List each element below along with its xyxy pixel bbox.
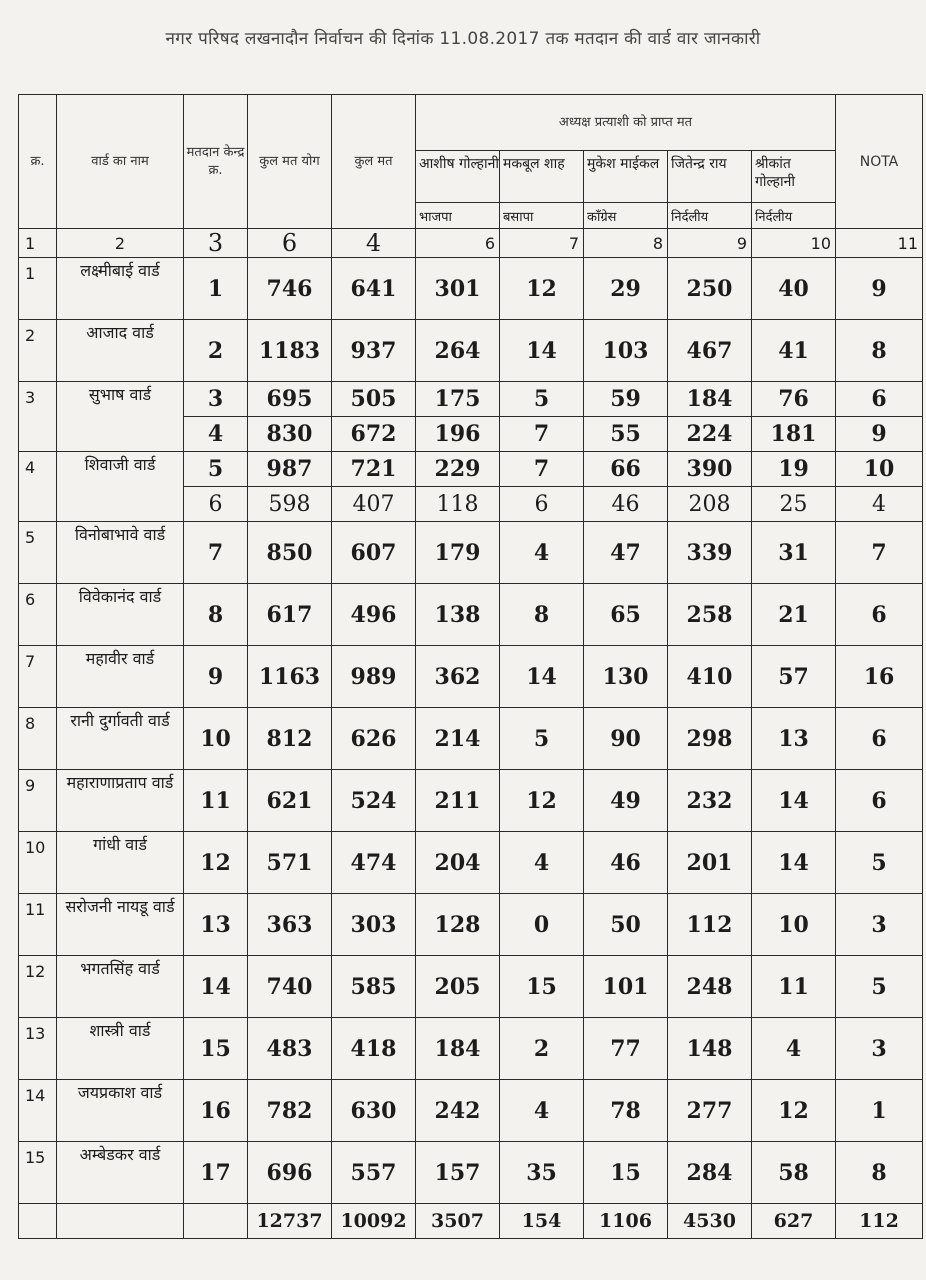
vote-cell: 571 xyxy=(248,832,332,894)
table-row xyxy=(19,1018,923,1080)
vote-cell: 630 xyxy=(332,1080,416,1142)
index-cell: 10 xyxy=(752,229,836,258)
vote-cell: 695 xyxy=(248,382,332,417)
booth-number: 2 xyxy=(184,320,248,382)
ward-name: महावीर वार्ड xyxy=(57,646,184,708)
vote-cell: 7 xyxy=(836,522,923,584)
vote-cell: 418 xyxy=(332,1018,416,1080)
index-cell: 11 xyxy=(836,229,923,258)
index-cell: 8 xyxy=(584,229,668,258)
vote-cell: 339 xyxy=(668,522,752,584)
ward-serial: 2 xyxy=(19,320,57,382)
vote-cell: 585 xyxy=(332,956,416,1018)
vote-cell: 1 xyxy=(836,1080,923,1142)
vote-cell: 4 xyxy=(500,522,584,584)
vote-cell: 201 xyxy=(668,832,752,894)
vote-cell: 13 xyxy=(752,708,836,770)
ward-serial: 1 xyxy=(19,258,57,320)
ward-name: सुभाष वार्ड xyxy=(57,382,184,452)
ward-serial: 3 xyxy=(19,382,57,452)
vote-cell: 264 xyxy=(416,320,500,382)
vote-cell: 15 xyxy=(584,1142,668,1204)
ward-name: महाराणाप्रताप वार्ड xyxy=(57,770,184,832)
vote-cell: 6 xyxy=(836,770,923,832)
vote-cell: 14 xyxy=(500,646,584,708)
vote-cell: 12 xyxy=(500,258,584,320)
vote-cell: 138 xyxy=(416,584,500,646)
vote-cell: 47 xyxy=(584,522,668,584)
vote-cell: 181 xyxy=(752,417,836,452)
vote-cell: 483 xyxy=(248,1018,332,1080)
vote-cell: 524 xyxy=(332,770,416,832)
ward-serial: 10 xyxy=(19,832,57,894)
vote-cell: 130 xyxy=(584,646,668,708)
vote-cell: 740 xyxy=(248,956,332,1018)
vote-cell: 76 xyxy=(752,382,836,417)
vote-cell: 175 xyxy=(416,382,500,417)
index-cell: 1 xyxy=(19,229,57,258)
vote-cell: 7 xyxy=(500,417,584,452)
vote-cell: 2 xyxy=(500,1018,584,1080)
ward-name: शास्त्री वार्ड xyxy=(57,1018,184,1080)
ward-serial: 9 xyxy=(19,770,57,832)
vote-cell: 90 xyxy=(584,708,668,770)
vote-cell: 14 xyxy=(752,832,836,894)
vote-cell: 410 xyxy=(668,646,752,708)
candidate-party: भाजपा xyxy=(416,203,500,229)
table-row xyxy=(19,1142,923,1204)
vote-cell: 6 xyxy=(836,584,923,646)
vote-cell: 40 xyxy=(752,258,836,320)
vote-cell: 12 xyxy=(500,770,584,832)
booth-number: 5 xyxy=(184,452,248,487)
vote-cell: 196 xyxy=(416,417,500,452)
vote-cell: 362 xyxy=(416,646,500,708)
table-row xyxy=(19,382,923,417)
vote-cell: 4 xyxy=(500,1080,584,1142)
vote-cell: 41 xyxy=(752,320,836,382)
vote-cell: 224 xyxy=(668,417,752,452)
vote-cell: 157 xyxy=(416,1142,500,1204)
vote-cell: 557 xyxy=(332,1142,416,1204)
vote-cell: 78 xyxy=(584,1080,668,1142)
index-cell: 7 xyxy=(500,229,584,258)
vote-cell: 5 xyxy=(836,956,923,1018)
vote-cell: 621 xyxy=(248,770,332,832)
vote-cell: 66 xyxy=(584,452,668,487)
vote-cell: 16 xyxy=(836,646,923,708)
vote-cell: 12 xyxy=(752,1080,836,1142)
booth-number: 13 xyxy=(184,894,248,956)
table-row xyxy=(19,894,923,956)
ward-name: आजाद वार्ड xyxy=(57,320,184,382)
vote-cell: 211 xyxy=(416,770,500,832)
booth-number: 16 xyxy=(184,1080,248,1142)
vote-cell: 35 xyxy=(500,1142,584,1204)
vote-cell: 987 xyxy=(248,452,332,487)
ward-serial: 8 xyxy=(19,708,57,770)
candidate-name: मुकेश माईकल xyxy=(584,151,668,203)
table-row xyxy=(19,258,923,320)
booth-number: 11 xyxy=(184,770,248,832)
totals-blank xyxy=(19,1204,57,1239)
table-row xyxy=(19,646,923,708)
ward-name: सरोजनी नायडू वार्ड xyxy=(57,894,184,956)
booth-number: 9 xyxy=(184,646,248,708)
total-cell: 4530 xyxy=(668,1204,752,1239)
vote-cell: 303 xyxy=(332,894,416,956)
ward-serial: 12 xyxy=(19,956,57,1018)
vote-cell: 474 xyxy=(332,832,416,894)
index-cell: 6 xyxy=(416,229,500,258)
vote-cell: 4 xyxy=(752,1018,836,1080)
total-cell: 10092 xyxy=(332,1204,416,1239)
header-serial: क्र. xyxy=(19,95,57,229)
vote-cell: 4 xyxy=(500,832,584,894)
table-row xyxy=(19,452,923,487)
vote-cell: 390 xyxy=(668,452,752,487)
candidate-party: निर्दलीय xyxy=(752,203,836,229)
vote-cell: 179 xyxy=(416,522,500,584)
vote-cell: 204 xyxy=(416,832,500,894)
vote-cell: 746 xyxy=(248,258,332,320)
table-row xyxy=(19,770,923,832)
vote-cell: 10 xyxy=(752,894,836,956)
vote-cell: 248 xyxy=(668,956,752,1018)
vote-cell: 4 xyxy=(836,487,923,522)
vote-cell: 1163 xyxy=(248,646,332,708)
vote-cell: 242 xyxy=(416,1080,500,1142)
table-row xyxy=(19,956,923,1018)
vote-cell: 50 xyxy=(584,894,668,956)
vote-cell: 8 xyxy=(500,584,584,646)
vote-cell: 496 xyxy=(332,584,416,646)
index-cell: 9 xyxy=(668,229,752,258)
vote-cell: 812 xyxy=(248,708,332,770)
total-cell: 154 xyxy=(500,1204,584,1239)
ward-name: शिवाजी वार्ड xyxy=(57,452,184,522)
header-ward-name: वार्ड का नाम xyxy=(57,95,184,229)
index-cell: 4 xyxy=(332,229,416,258)
booth-number: 4 xyxy=(184,417,248,452)
vote-cell: 3 xyxy=(836,894,923,956)
ward-name: विनोबाभावे वार्ड xyxy=(57,522,184,584)
booth-number: 8 xyxy=(184,584,248,646)
vote-cell: 65 xyxy=(584,584,668,646)
vote-cell: 696 xyxy=(248,1142,332,1204)
vote-cell: 598 xyxy=(248,487,332,522)
header-total-votes: कुल मत xyxy=(332,95,416,229)
candidate-party: निर्दलीय xyxy=(668,203,752,229)
vote-cell: 5 xyxy=(500,382,584,417)
vote-cell: 118 xyxy=(416,487,500,522)
header-total-voters: कुल मत योग xyxy=(248,95,332,229)
booth-number: 10 xyxy=(184,708,248,770)
vote-cell: 11 xyxy=(752,956,836,1018)
vote-cell: 298 xyxy=(668,708,752,770)
total-cell: 1106 xyxy=(584,1204,668,1239)
vote-cell: 77 xyxy=(584,1018,668,1080)
ward-name: भगतसिंह वार्ड xyxy=(57,956,184,1018)
vote-cell: 5 xyxy=(500,708,584,770)
vote-cell: 25 xyxy=(752,487,836,522)
vote-cell: 55 xyxy=(584,417,668,452)
vote-cell: 57 xyxy=(752,646,836,708)
vote-cell: 8 xyxy=(836,1142,923,1204)
vote-cell: 641 xyxy=(332,258,416,320)
vote-cell: 112 xyxy=(668,894,752,956)
vote-cell: 14 xyxy=(500,320,584,382)
vote-cell: 214 xyxy=(416,708,500,770)
vote-cell: 103 xyxy=(584,320,668,382)
vote-cell: 250 xyxy=(668,258,752,320)
page-title: नगर परिषद लखनादौन निर्वाचन की दिनांक 11.08.2017 तक मतदान की वार्ड वार जानकारी xyxy=(165,29,761,49)
vote-cell: 258 xyxy=(668,584,752,646)
ward-name: जयप्रकाश वार्ड xyxy=(57,1080,184,1142)
total-cell: 12737 xyxy=(248,1204,332,1239)
ward-name: लक्ष्मीबाई वार्ड xyxy=(57,258,184,320)
table-row xyxy=(19,320,923,382)
ward-serial: 6 xyxy=(19,584,57,646)
vote-cell: 6 xyxy=(500,487,584,522)
vote-cell: 8 xyxy=(836,320,923,382)
booth-number: 12 xyxy=(184,832,248,894)
vote-cell: 607 xyxy=(332,522,416,584)
vote-cell: 301 xyxy=(416,258,500,320)
candidate-name: जितेन्द्र राय xyxy=(668,151,752,203)
booth-number: 14 xyxy=(184,956,248,1018)
vote-cell: 937 xyxy=(332,320,416,382)
booth-number: 6 xyxy=(184,487,248,522)
vote-cell: 5 xyxy=(836,832,923,894)
totals-blank xyxy=(184,1204,248,1239)
vote-cell: 284 xyxy=(668,1142,752,1204)
totals-row xyxy=(19,1204,923,1239)
vote-cell: 229 xyxy=(416,452,500,487)
total-cell: 112 xyxy=(836,1204,923,1239)
vote-cell: 128 xyxy=(416,894,500,956)
header-candidates-group: अध्यक्ष प्रत्याशी को प्राप्त मत xyxy=(416,95,836,151)
table-row xyxy=(19,832,923,894)
booth-number: 7 xyxy=(184,522,248,584)
vote-cell: 46 xyxy=(584,487,668,522)
vote-cell: 15 xyxy=(500,956,584,1018)
candidate-party: बसापा xyxy=(500,203,584,229)
vote-cell: 46 xyxy=(584,832,668,894)
vote-cell: 6 xyxy=(836,382,923,417)
vote-cell: 29 xyxy=(584,258,668,320)
vote-cell: 467 xyxy=(668,320,752,382)
ward-serial: 5 xyxy=(19,522,57,584)
ward-results-table xyxy=(18,94,923,1239)
vote-cell: 721 xyxy=(332,452,416,487)
vote-cell: 31 xyxy=(752,522,836,584)
vote-cell: 1183 xyxy=(248,320,332,382)
candidate-name: मकबूल शाह xyxy=(500,151,584,203)
vote-cell: 184 xyxy=(668,382,752,417)
vote-cell: 208 xyxy=(668,487,752,522)
index-cell: 3 xyxy=(184,229,248,258)
ward-serial: 13 xyxy=(19,1018,57,1080)
table-row xyxy=(19,1080,923,1142)
vote-cell: 850 xyxy=(248,522,332,584)
booth-number: 3 xyxy=(184,382,248,417)
ward-serial: 15 xyxy=(19,1142,57,1204)
vote-cell: 830 xyxy=(248,417,332,452)
vote-cell: 148 xyxy=(668,1018,752,1080)
vote-cell: 205 xyxy=(416,956,500,1018)
vote-cell: 9 xyxy=(836,258,923,320)
header-booth: मतदान केन्द्र क्र. xyxy=(184,95,248,229)
vote-cell: 14 xyxy=(752,770,836,832)
vote-cell: 505 xyxy=(332,382,416,417)
booth-number: 17 xyxy=(184,1142,248,1204)
vote-cell: 19 xyxy=(752,452,836,487)
ward-name: अम्बेडकर वार्ड xyxy=(57,1142,184,1204)
index-cell: 6 xyxy=(248,229,332,258)
column-index-row xyxy=(19,229,923,258)
total-cell: 3507 xyxy=(416,1204,500,1239)
vote-cell: 626 xyxy=(332,708,416,770)
vote-cell: 277 xyxy=(668,1080,752,1142)
vote-cell: 184 xyxy=(416,1018,500,1080)
ward-name: गांधी वार्ड xyxy=(57,832,184,894)
ward-name: रानी दुर्गावती वार्ड xyxy=(57,708,184,770)
vote-cell: 6 xyxy=(836,708,923,770)
vote-cell: 10 xyxy=(836,452,923,487)
ward-serial: 7 xyxy=(19,646,57,708)
vote-cell: 59 xyxy=(584,382,668,417)
candidate-name: आशीष गोल्हानी xyxy=(416,151,500,203)
total-cell: 627 xyxy=(752,1204,836,1239)
vote-cell: 58 xyxy=(752,1142,836,1204)
candidate-party: कॉंग्रेस xyxy=(584,203,668,229)
totals-blank xyxy=(57,1204,184,1239)
ward-name: विवेकानंद वार्ड xyxy=(57,584,184,646)
vote-cell: 782 xyxy=(248,1080,332,1142)
ward-rows xyxy=(19,258,923,1204)
ward-serial: 4 xyxy=(19,452,57,522)
vote-cell: 49 xyxy=(584,770,668,832)
candidate-name: श्रीकांत गोल्हानी xyxy=(752,151,836,203)
vote-cell: 672 xyxy=(332,417,416,452)
vote-cell: 9 xyxy=(836,417,923,452)
ward-serial: 11 xyxy=(19,894,57,956)
table-row xyxy=(19,584,923,646)
table-row xyxy=(19,522,923,584)
vote-cell: 7 xyxy=(500,452,584,487)
vote-cell: 363 xyxy=(248,894,332,956)
vote-cell: 3 xyxy=(836,1018,923,1080)
index-cell: 2 xyxy=(57,229,184,258)
vote-cell: 101 xyxy=(584,956,668,1018)
vote-cell: 989 xyxy=(332,646,416,708)
vote-cell: 21 xyxy=(752,584,836,646)
vote-cell: 232 xyxy=(668,770,752,832)
header-nota: NOTA xyxy=(836,95,923,229)
ward-serial: 14 xyxy=(19,1080,57,1142)
vote-cell: 617 xyxy=(248,584,332,646)
booth-number: 15 xyxy=(184,1018,248,1080)
table-row xyxy=(19,708,923,770)
booth-number: 1 xyxy=(184,258,248,320)
vote-cell: 0 xyxy=(500,894,584,956)
vote-cell: 407 xyxy=(332,487,416,522)
